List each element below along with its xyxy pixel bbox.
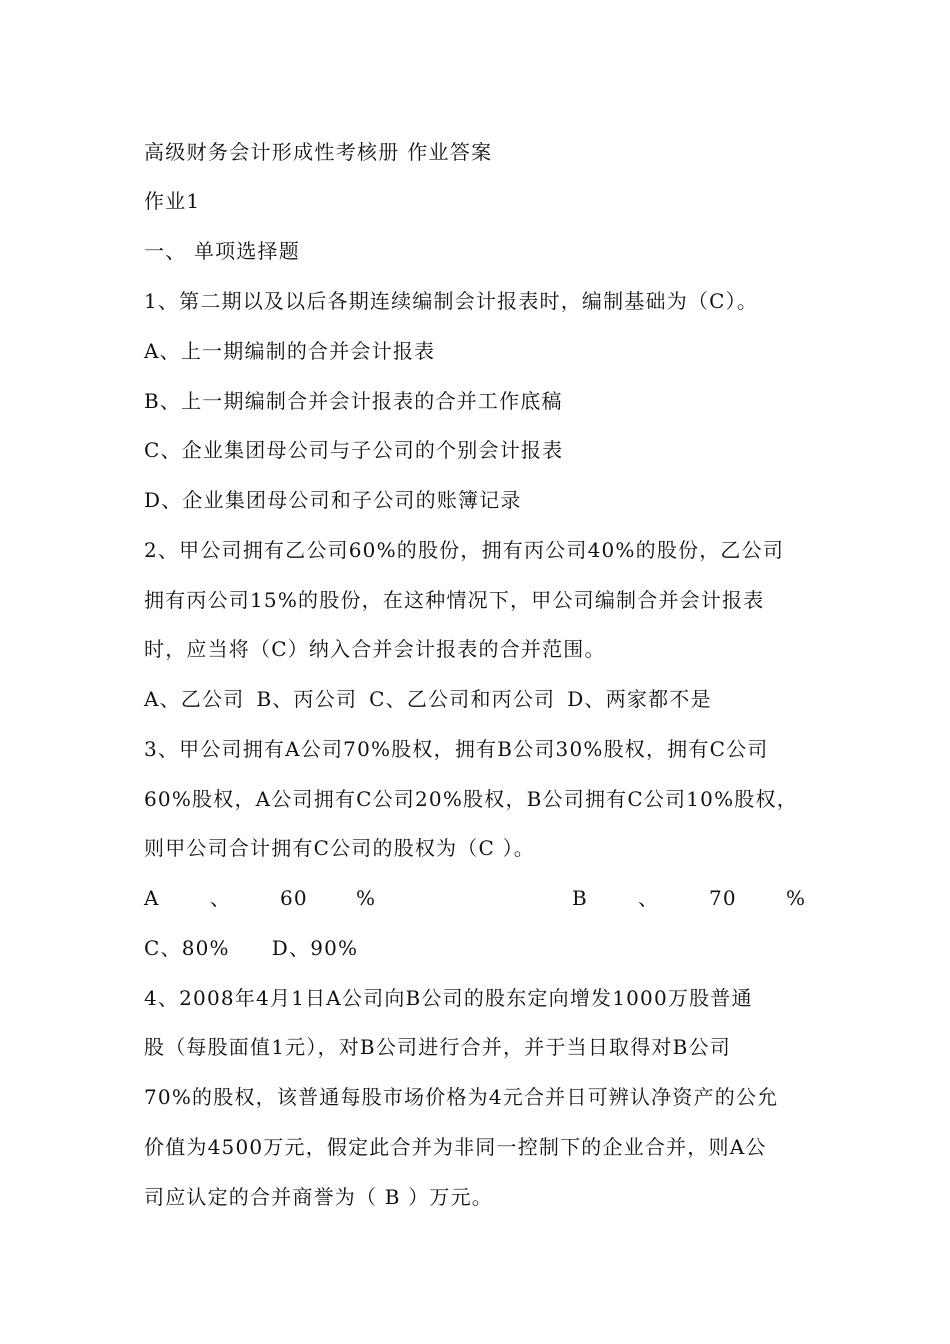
question-3-option-b-sep: 、 [638,886,660,910]
question-2-stem-line: 2、甲公司拥有乙公司60%的股份，拥有丙公司40%的股份，乙公司 [144,538,785,562]
question-1-option-c: C、企业集团母公司与子公司的个别会计报表 [144,438,564,462]
question-4-stem-line: 4、2008年4月1日A公司向B公司的股东定向增发1000万股普通 [144,986,753,1010]
question-3-option-d: D、90% [271,936,359,960]
question-3-option-b-value: 70 [709,886,737,910]
assignment-heading: 作业1 [144,189,201,213]
question-1-stem: 1、第二期以及以后各期连续编制会计报表时，编制基础为（C）。 [144,289,759,313]
question-3-option-b-letter: B [572,886,588,910]
question-2-stem-line: 拥有丙公司15%的股份，在这种情况下，甲公司编制合并会计报表 [144,588,765,612]
question-2-stem-line: 时，应当将（C）纳入合并会计报表的合并范围。 [144,637,606,661]
question-4-stem-line: 股（每股面值1元），对B公司进行合并，并于当日取得对B公司 [144,1035,731,1059]
question-3-options-row-2 [144,935,814,961]
question-3-stem-line: 则甲公司合计拥有C公司的股权为（C ）。 [144,836,535,860]
question-3-stem-line: 3、甲公司拥有A公司70%股权，拥有B公司30%股权，拥有C公司 [144,737,769,761]
question-3-stem-line: 60%股权，A公司拥有C公司20%股权，B公司拥有C公司10%股权， [144,787,798,811]
question-2-option-a: A、乙公司 [144,687,245,711]
question-4-stem-line: 70%的股权，该普通每股市场价格为4元合并日可辨认净资产的公允 [144,1085,779,1109]
question-3-option-b-unit: % [786,886,807,910]
document-title: 高级财务会计形成性考核册 作业答案 [144,140,493,164]
question-3-option-a-value: 60 [280,886,308,910]
question-2-option-c: C、乙公司和丙公司 [369,687,556,711]
question-1-option-b: B、上一期编制合并会计报表的合并工作底稿 [144,389,563,413]
question-3-option-a-unit: % [356,886,377,910]
question-3-option-a-letter: A [144,886,160,910]
question-1-option-a: A、上一期编制的合并会计报表 [144,339,436,363]
question-2-option-b: B、丙公司 [256,687,358,711]
question-4-stem-line: 司应认定的合并商誉为（ B ）万元。 [144,1185,494,1209]
question-3-option-a-sep: 、 [210,886,232,910]
section-heading: 一、 单项选择题 [144,239,300,263]
question-4-stem-line: 价值为4500万元，假定此合并为非同一控制下的企业合并，则A公 [144,1135,767,1159]
question-3-option-c: C、80% [144,936,230,960]
question-2-options [144,686,814,712]
question-1-option-d: D、企业集团母公司和子公司的账簿记录 [144,488,522,512]
question-2-option-d: D、两家都不是 [567,687,712,711]
